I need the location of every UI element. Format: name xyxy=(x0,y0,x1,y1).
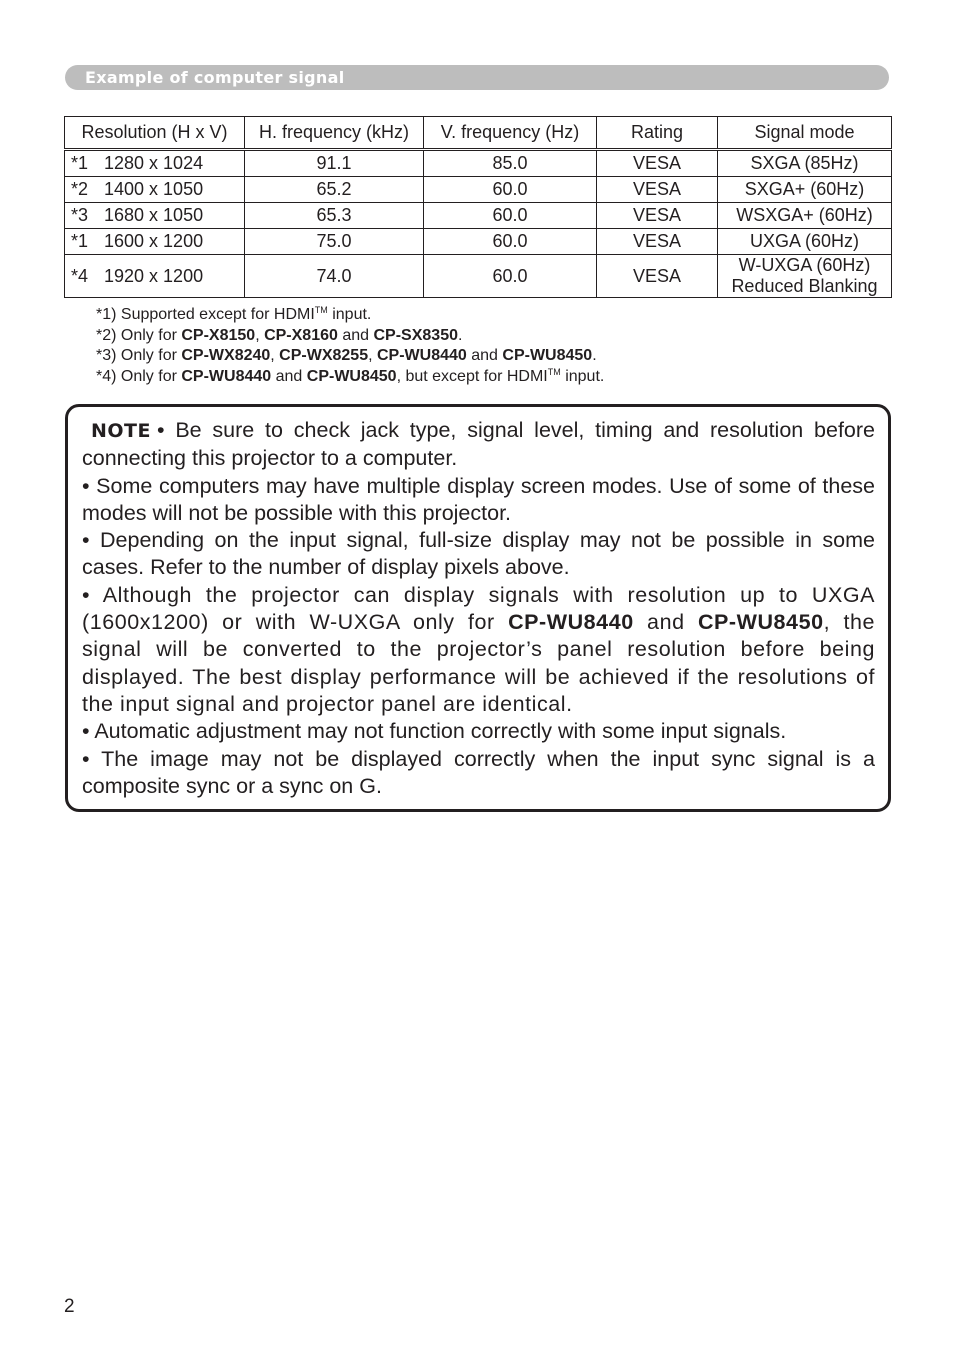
table-row xyxy=(65,150,892,177)
rating-cell: VESA xyxy=(597,255,718,298)
h-frequency-cell: 65.3 xyxy=(245,203,424,229)
signal-mode-cell xyxy=(718,255,892,298)
v-frequency-cell: 60.0 xyxy=(424,177,597,203)
footnote-text: and xyxy=(337,326,374,344)
footnote-text: and xyxy=(466,347,503,364)
footnote-mark: *3 xyxy=(71,205,89,225)
footnote-text: *1) Supported except for HDMI xyxy=(96,306,315,323)
note-paragraph: • Automatic adjustment may not function correctly with some input signals. xyxy=(82,719,787,744)
column-header: Resolution (H x V) xyxy=(65,117,245,150)
signal-mode-cell: SXGA+ (60Hz) xyxy=(718,177,892,203)
resolution-value: 1280 x 1024 xyxy=(104,153,204,173)
resolution-cell xyxy=(65,255,245,298)
note-content xyxy=(82,417,875,800)
note-text: • Although the projector can display signals with resolution up to UXGA (1600x1200) or with W-UXGA only for xyxy=(82,582,875,635)
model-name: CP-X8150 xyxy=(181,326,256,344)
model-name: CP-WU8450 xyxy=(502,347,593,364)
footnote-text: *4) Only for xyxy=(96,367,182,385)
resolution-value: 1680 x 1050 xyxy=(104,205,204,225)
signal-mode-cell: UXGA (60Hz) xyxy=(718,229,892,255)
footnote-1 xyxy=(96,305,604,326)
model-name: CP-WX8240 xyxy=(181,347,271,364)
footnote-text: and xyxy=(271,367,307,385)
v-frequency-cell: 60.0 xyxy=(424,255,597,298)
resolution-value: 1400 x 1050 xyxy=(104,179,204,199)
table-row xyxy=(65,229,892,255)
signal-mode-cell: SXGA (85Hz) xyxy=(718,150,892,177)
note-text: and xyxy=(633,610,698,635)
note-paragraph xyxy=(82,417,875,473)
rating-cell: VESA xyxy=(597,229,718,255)
h-frequency-cell: 65.2 xyxy=(245,177,424,203)
section-header-bar xyxy=(65,65,889,90)
model-name: CP-WX8255 xyxy=(279,347,369,364)
resolution-value: 1920 x 1200 xyxy=(104,265,204,286)
column-header: V. frequency (Hz) xyxy=(424,117,597,150)
model-name: CP-WU8450 xyxy=(697,610,824,635)
footnote-3 xyxy=(96,346,604,367)
trademark-mark: TM xyxy=(547,366,561,377)
v-frequency-cell: 85.0 xyxy=(424,150,597,177)
note-paragraph: • Some computers may have multiple display screen modes. Use of some of these modes will not be possible with this projector. xyxy=(82,473,875,525)
footnote-text: , but except for HDMI xyxy=(396,367,548,385)
model-name: CP-WU8440 xyxy=(181,367,272,385)
footnote-text: , xyxy=(270,347,280,364)
table-row xyxy=(65,255,892,298)
column-header: H. frequency (kHz) xyxy=(245,117,424,150)
footnote-text: , xyxy=(368,347,377,364)
rating-cell: VESA xyxy=(597,150,718,177)
trademark-mark: TM xyxy=(314,305,328,315)
footnote-text: . xyxy=(458,326,463,344)
footnote-text: *2) Only for xyxy=(96,326,182,344)
footnote-mark: *1 xyxy=(71,231,89,251)
signal-mode-cell: WSXGA+ (60Hz) xyxy=(718,203,892,229)
resolution-cell xyxy=(65,177,245,203)
table-footnotes xyxy=(96,305,604,387)
column-header: Signal mode xyxy=(718,117,892,150)
table-row xyxy=(65,203,892,229)
footnote-mark: *2 xyxy=(71,179,89,199)
note-paragraph xyxy=(82,582,875,718)
resolution-cell xyxy=(65,203,245,229)
footnote-text: *3) Only for xyxy=(96,347,182,364)
footnote-4 xyxy=(96,367,604,388)
footnote-text: input. xyxy=(560,367,605,385)
rating-cell: VESA xyxy=(597,177,718,203)
note-label: NOTE xyxy=(91,420,151,442)
resolution-cell xyxy=(65,229,245,255)
resolution-value: 1600 x 1200 xyxy=(104,231,204,251)
signal-mode-line-2: Reduced Blanking xyxy=(731,276,878,296)
resolution-cell xyxy=(65,150,245,177)
note-box xyxy=(65,404,891,812)
note-text: • Be sure to check jack type, signal level, timing and resolution before connecting this projector to a computer. xyxy=(82,418,875,471)
h-frequency-cell: 91.1 xyxy=(245,150,424,177)
model-name: CP-WU8440 xyxy=(508,610,634,635)
model-name: CP-X8160 xyxy=(264,326,338,344)
model-name: CP-SX8350 xyxy=(373,326,458,344)
v-frequency-cell: 60.0 xyxy=(424,229,597,255)
table-header-row xyxy=(65,117,892,150)
v-frequency-cell: 60.0 xyxy=(424,203,597,229)
footnote-text: , xyxy=(255,326,265,344)
footnote-mark: *1 xyxy=(71,153,89,173)
note-text: , the signal will be converted to the projector’s panel resolution before being displayed. The best display performance will be achieved if the resolutions of the input signal and projector panel are identical. xyxy=(82,610,875,716)
computer-signal-table xyxy=(64,116,892,298)
column-header: Rating xyxy=(597,117,718,150)
rating-cell: VESA xyxy=(597,203,718,229)
footnote-text: input. xyxy=(327,306,372,323)
footnote-mark: *4 xyxy=(71,265,89,286)
model-name: CP-WU8450 xyxy=(306,367,397,385)
h-frequency-cell: 75.0 xyxy=(245,229,424,255)
note-paragraph: • Depending on the input signal, full-size display may not be possible in some cases. Refer to the number of display pixels above. xyxy=(82,528,875,580)
section-title: Example of computer signal xyxy=(85,68,345,87)
table-row xyxy=(65,177,892,203)
footnote-text: . xyxy=(592,347,597,364)
model-name: CP-WU8440 xyxy=(376,347,467,364)
page-number: 2 xyxy=(64,1296,75,1317)
note-paragraph: • The image may not be displayed correctly when the input sync signal is a composite sync or a sync on G. xyxy=(82,746,875,798)
footnote-2 xyxy=(96,326,604,347)
h-frequency-cell: 74.0 xyxy=(245,255,424,298)
signal-mode-line-1: W-UXGA (60Hz) xyxy=(738,255,871,275)
